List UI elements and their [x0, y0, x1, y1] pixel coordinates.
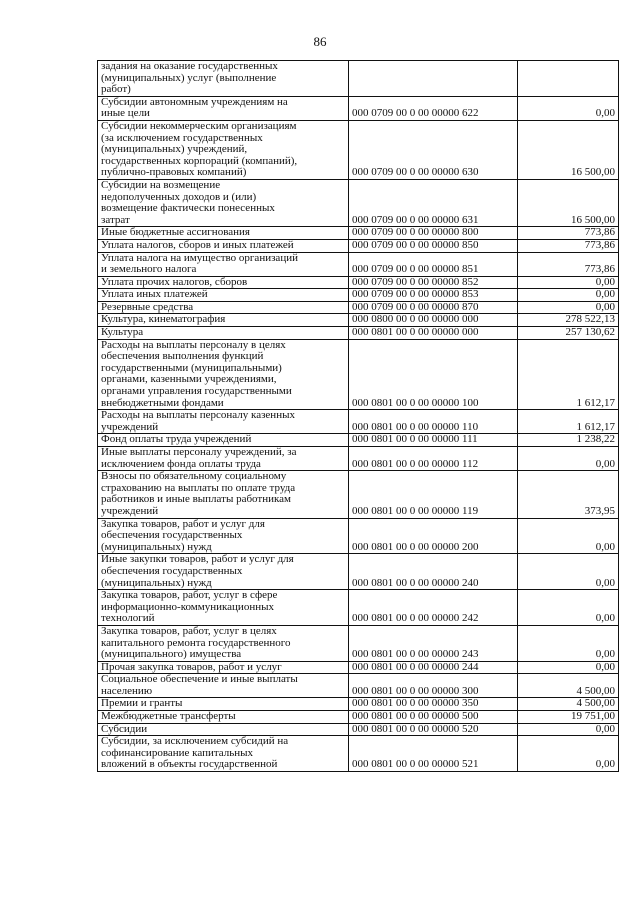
row-amount: 4 500,00	[518, 698, 619, 711]
row-name-cell	[98, 590, 349, 626]
table-row	[98, 227, 619, 240]
row-code: 000 0801 00 0 00 00000 110	[349, 410, 518, 434]
row-amount: 0,00	[518, 518, 619, 554]
row-amount: 773,86	[518, 239, 619, 252]
table-row	[98, 120, 619, 179]
row-code: 000 0801 00 0 00 00000 521	[349, 736, 518, 772]
table-row	[98, 698, 619, 711]
row-name-cell	[98, 471, 349, 518]
row-name: Взносы по обязательному социальному страхованию на выплаты по оплате труда работников и иные выплаты работникам учреждений	[101, 470, 296, 517]
row-name: Культура, кинематография	[101, 313, 226, 326]
row-name: Уплата прочих налогов, сборов	[101, 276, 248, 288]
table-row	[98, 590, 619, 626]
row-name: Расходы на выплаты персоналу в целях обеспечения выполнения функций государственными (муниципальными) органами, казенными учреждениями, органами управления государственными внебюджетными фондами	[101, 339, 292, 409]
row-name: задания на оказание государственных (муниципальных) услуг (выполнение работ)	[101, 60, 278, 96]
row-name: Расходы на выплаты персоналу казенных учреждений	[101, 409, 295, 433]
table-row	[98, 239, 619, 252]
row-name: Субсидии, за исключением субсидий на софинансирование капитальных вложений в объекты государственной	[101, 735, 289, 771]
row-code: 000 0801 00 0 00 00000 112	[349, 447, 518, 471]
row-amount: 19 751,00	[518, 711, 619, 724]
table-row	[98, 410, 619, 434]
row-name-cell	[98, 723, 349, 736]
row-amount: 0,00	[518, 590, 619, 626]
row-amount: 16 500,00	[518, 120, 619, 179]
row-amount: 0,00	[518, 554, 619, 590]
table-row	[98, 327, 619, 340]
row-amount: 373,95	[518, 471, 619, 518]
row-code: 000 0709 00 0 00 00000 800	[349, 227, 518, 240]
row-name: Резервные средства	[101, 301, 194, 313]
row-name: Закупка товаров, работ и услуг для обеспечения государственных (муниципальных) нужд	[101, 518, 265, 553]
row-amount: 1 612,17	[518, 339, 619, 410]
row-name-cell	[98, 276, 349, 289]
row-code: 000 0801 00 0 00 00000 200	[349, 518, 518, 554]
row-name: Уплата налогов, сборов и иных платежей	[101, 239, 294, 251]
table-row	[98, 661, 619, 674]
row-code: 000 0709 00 0 00 00000 851	[349, 252, 518, 276]
row-amount: 4 500,00	[518, 674, 619, 698]
row-name-cell	[98, 252, 349, 276]
row-amount: 0,00	[518, 736, 619, 772]
row-name-cell	[98, 410, 349, 434]
table-row	[98, 96, 619, 120]
table-row	[98, 471, 619, 518]
row-name: Закупка товаров, работ, услуг в целях капитального ремонта государственного (муниципального) имущества	[101, 625, 291, 661]
row-name: Уплата иных платежей	[101, 288, 208, 301]
row-amount: 1 612,17	[518, 410, 619, 434]
row-name: Уплата налога на имущество организаций и земельного налога	[101, 252, 298, 276]
row-name: Субсидии на возмещение недополученных доходов и (или) возмещение фактически понесенных затрат	[101, 179, 275, 226]
table-row	[98, 289, 619, 302]
row-name-cell	[98, 518, 349, 554]
row-code: 000 0709 00 0 00 00000 622	[349, 96, 518, 120]
row-name: Межбюджетные трансферты	[101, 710, 236, 723]
row-amount	[518, 61, 619, 97]
table-row	[98, 723, 619, 736]
row-name-cell	[98, 227, 349, 240]
row-code: 000 0801 00 0 00 00000 119	[349, 471, 518, 518]
row-amount: 0,00	[518, 289, 619, 302]
row-code: 000 0801 00 0 00 00000 350	[349, 698, 518, 711]
table-row	[98, 736, 619, 772]
row-code: 000 0800 00 0 00 00000 000	[349, 314, 518, 327]
row-code: 000 0709 00 0 00 00000 870	[349, 301, 518, 314]
row-name: Субсидии автономным учреждениям на иные цели	[101, 96, 288, 120]
row-name-cell	[98, 434, 349, 447]
row-amount: 773,86	[518, 227, 619, 240]
row-name: Иные выплаты персоналу учреждений, за исключением фонда оплаты труда	[101, 446, 297, 470]
row-amount: 0,00	[518, 276, 619, 289]
row-amount: 16 500,00	[518, 179, 619, 226]
row-amount: 0,00	[518, 625, 619, 661]
table-row	[98, 314, 619, 327]
row-code: 000 0801 00 0 00 00000 111	[349, 434, 518, 447]
row-code: 000 0801 00 0 00 00000 100	[349, 339, 518, 410]
table-row	[98, 674, 619, 698]
row-name-cell	[98, 736, 349, 772]
table-row	[98, 301, 619, 314]
row-name: Культура	[101, 326, 144, 339]
row-name-cell	[98, 554, 349, 590]
row-amount: 1 238,22	[518, 434, 619, 447]
row-code: 000 0709 00 0 00 00000 631	[349, 179, 518, 226]
row-code: 000 0709 00 0 00 00000 853	[349, 289, 518, 302]
row-code: 000 0801 00 0 00 00000 500	[349, 711, 518, 724]
table-row	[98, 447, 619, 471]
budget-table	[97, 60, 619, 772]
row-name-cell	[98, 661, 349, 674]
table-row	[98, 61, 619, 97]
row-amount: 0,00	[518, 301, 619, 314]
row-amount: 773,86	[518, 252, 619, 276]
row-name-cell	[98, 339, 349, 410]
row-name: Иные закупки товаров, работ и услуг для обеспечения государственных (муниципальных) нужд	[101, 553, 294, 589]
row-amount: 0,00	[518, 723, 619, 736]
table-row	[98, 252, 619, 276]
row-code: 000 0801 00 0 00 00000 000	[349, 327, 518, 340]
row-name-cell	[98, 625, 349, 661]
row-amount: 0,00	[518, 661, 619, 674]
row-name-cell	[98, 61, 349, 97]
row-amount: 257 130,62	[518, 327, 619, 340]
row-code: 000 0801 00 0 00 00000 244	[349, 661, 518, 674]
row-name-cell	[98, 179, 349, 226]
row-name-cell	[98, 301, 349, 314]
row-name-cell	[98, 698, 349, 711]
row-code: 000 0801 00 0 00 00000 240	[349, 554, 518, 590]
row-name: Социальное обеспечение и иные выплаты населению	[101, 673, 298, 697]
row-name-cell	[98, 674, 349, 698]
row-code: 000 0801 00 0 00 00000 243	[349, 625, 518, 661]
row-code: 000 0801 00 0 00 00000 300	[349, 674, 518, 698]
table-row	[98, 554, 619, 590]
table-row	[98, 179, 619, 226]
row-name-cell	[98, 711, 349, 724]
row-name-cell	[98, 447, 349, 471]
row-amount: 0,00	[518, 96, 619, 120]
table-row	[98, 518, 619, 554]
row-name: Иные бюджетные ассигнования	[101, 226, 250, 239]
row-amount: 278 522,13	[518, 314, 619, 327]
row-name: Закупка товаров, работ, услуг в сфере информационно-коммуникационных технологий	[101, 589, 278, 625]
row-name-cell	[98, 120, 349, 179]
page-number: 86	[313, 34, 327, 49]
row-code: 000 0709 00 0 00 00000 630	[349, 120, 518, 179]
row-code: 000 0801 00 0 00 00000 520	[349, 723, 518, 736]
table-row	[98, 339, 619, 410]
row-name: Прочая закупка товаров, работ и услуг	[101, 661, 282, 673]
row-code: 000 0709 00 0 00 00000 852	[349, 276, 518, 289]
budget-table-body	[98, 61, 619, 772]
row-name: Премии и гранты	[101, 697, 183, 710]
row-name-cell	[98, 327, 349, 340]
row-name-cell	[98, 239, 349, 252]
table-row	[98, 276, 619, 289]
row-name: Субсидии некоммерческим организациям (за исключением государственных (муниципальных) учреждений, государственных корпораций (компаний), публично-правовых компаний)	[101, 120, 298, 179]
row-amount: 0,00	[518, 447, 619, 471]
row-code: 000 0801 00 0 00 00000 242	[349, 590, 518, 626]
row-name-cell	[98, 314, 349, 327]
table-row	[98, 434, 619, 447]
row-name: Субсидии	[101, 723, 148, 735]
row-name-cell	[98, 289, 349, 302]
row-code: 000 0709 00 0 00 00000 850	[349, 239, 518, 252]
table-row	[98, 625, 619, 661]
row-code	[349, 61, 518, 97]
row-name-cell	[98, 96, 349, 120]
table-row	[98, 711, 619, 724]
row-name: Фонд оплаты труда учреждений	[101, 433, 252, 446]
